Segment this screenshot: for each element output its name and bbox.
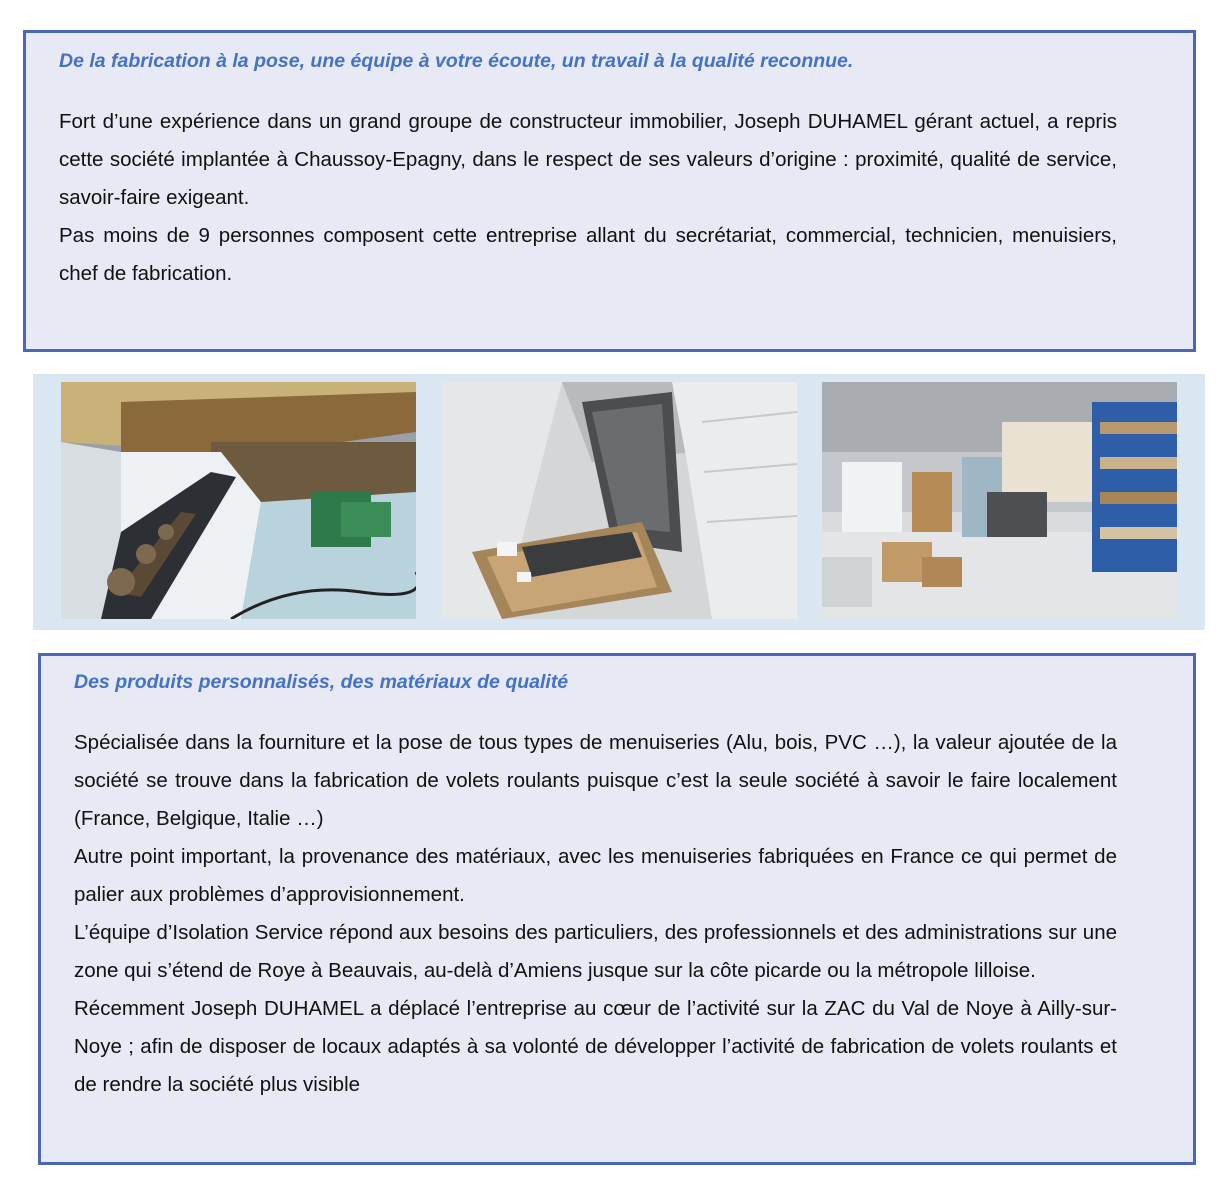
section-products-title: Des produits personnalisés, des matériaux de qualité	[74, 671, 569, 693]
section-fabrication-box	[23, 30, 1196, 352]
warehouse-materials-image	[822, 382, 1177, 619]
paragraph: Récemment Joseph DUHAMEL a déplacé l’entreprise au cœur de l’activité sur la ZAC du Val de Noye à Ailly-sur-Noye ; afin de disposer de locaux adaptés à sa volonté de développer l’activité de fabrication de volets roulants et de rendre la société plus visible	[74, 997, 1117, 1096]
paragraph: L’équipe d’Isolation Service répond aux besoins des particuliers, des professionnels et des administrations sur une zone qui s’étend de Roye à Beauvais, au-delà d’Amiens jusque sur la côte picarde ou la métropole lilloise.	[74, 921, 1117, 982]
paragraph: Autre point important, la provenance des matériaux, avec les menuiseries fabriquées en France ce qui permet de palier aux problèmes d’approvisionnement.	[74, 845, 1117, 906]
workshop-conveyor-photo	[61, 382, 416, 619]
paragraph: Spécialisée dans la fourniture et la pose de tous types de menuiseries (Alu, bois, PVC …), la valeur ajoutée de la société se trouve dans la fabrication de volets roulants puisque c’est la seule société à savoir le faire localement (France, Belgique, Italie …)	[74, 731, 1117, 830]
section-products-body	[74, 724, 1117, 1104]
paragraph: Fort d’une expérience dans un grand groupe de constructeur immobilier, Joseph DUHAMEL gérant actuel, a repris cette société implantée à Chaussoy-Epagny, dans le respect de ses valeurs d’origine : proximité, qualité de service, savoir-faire exigeant.	[59, 110, 1117, 209]
paragraph: Pas moins de 9 personnes composent cette entreprise allant du secrétariat, commercial, technicien, menuisiers, chef de fabrication.	[59, 224, 1117, 285]
section-fabrication-title: De la fabrication à la pose, une équipe à votre écoute, un travail à la qualité reconnue.	[59, 50, 854, 72]
rolling-shutter-motor-photo	[442, 382, 797, 619]
warehouse-materials-photo	[822, 382, 1177, 619]
section-products-box	[38, 653, 1196, 1165]
photo-strip	[33, 374, 1205, 630]
rolling-shutter-motor-image	[442, 382, 797, 619]
workshop-conveyor-image	[61, 382, 416, 619]
section-fabrication-body	[59, 103, 1117, 293]
